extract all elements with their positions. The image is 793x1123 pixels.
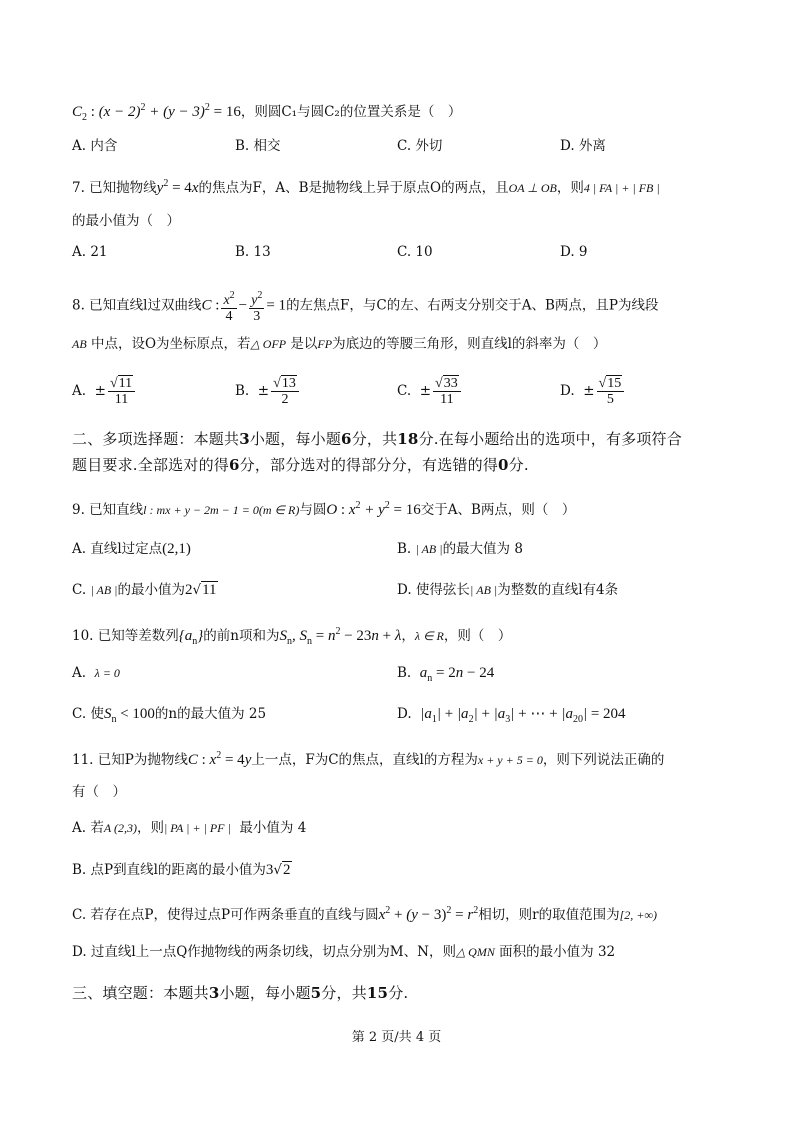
q6-option-c: C. 外切: [397, 138, 443, 154]
q9-option-b: B. | AB |的最大值为 8: [397, 541, 523, 557]
q11-option-a: A. 若A (2,3)，则| PA | + | PF | 最小值为 4: [72, 820, 307, 836]
q9-option-c: C. | AB |的最小值为2√11: [72, 582, 217, 598]
q8-stem-line2: AB 中点，设O为坐标原点，若△ OFP 是以FP为底边的等腰三角形，则直线l的斜率为（ ）: [72, 336, 607, 352]
q7-option-a: A. 21: [72, 244, 108, 260]
section-3-heading: 三、填空题：本题共3小题，每小题5分，共15分.: [72, 984, 409, 1002]
q10-stem: 10. 已知等差数列$\{a_n\}$的前n项和为$S_n$, $S_n = n^2 - 23n + \lambda$，λ ∈ R，则（ ）: [72, 626, 512, 647]
q6-option-d: D. 外离: [560, 138, 606, 154]
q11-option-b: B. 点P到直线l的距离的最小值为3√2: [72, 862, 291, 878]
q7-stem-line2: 的最小值为（ ）: [72, 213, 180, 229]
q9-stem: 9. 已知直线l : mx + y − 2m − 1 = 0(m ∈ R)与圆O : $x^2 + y^2 = 16$交于A、B两点，则（ ）: [72, 500, 576, 518]
q9-option-d: D. 使得弦长| AB |为整数的直线l有4条: [397, 582, 619, 598]
q10-option-d: D. $|a_1| + |a_2| + |a_3|$ + ⋯ + $|a_{20}| = 204$: [397, 706, 626, 725]
q10-option-b: B. $a_n = 2n - 24$: [397, 665, 495, 684]
q9-option-a: A. 直线l过定点(2,1): [72, 541, 191, 557]
q6-option-b: B. 相交: [235, 138, 281, 154]
section-2-heading: 二、多项选择题：本题共3小题，每小题6分，共18分.在每小题给出的选项中，有多项符合 题目要求.全部选对的得6分，部分选对的得部分分，有选错的得0分.: [72, 430, 682, 474]
q6-option-a: A. 内含: [72, 138, 118, 154]
q7-option-d: D. 9: [560, 244, 588, 260]
q7-option-c: C. 10: [397, 244, 433, 260]
q8-option-b: B. ± $\frac{√13}{2}$: [235, 372, 301, 410]
q8-option-c: C. ± $\frac{√33}{11}$: [397, 372, 463, 410]
q8-option-a: A. ± $\frac{√11}{11}$: [72, 372, 137, 410]
q11-stem-line2: 有（ ）: [72, 784, 126, 800]
q11-option-d: D. 过直线l上一点Q作抛物线的两条切线，切点分别为M、N，则△ QMN 面积的最小值为 32: [72, 944, 616, 960]
page-footer: 第 2 页/共 4 页: [351, 1030, 442, 1045]
q8-stem: 8. 已知直线l过双曲线C : $\frac{x^2}{4}$ − $\frac{y^2}{3}$ = 1的左焦点F，与C的左、右两支分别交于A、B两点，且P为线段: [72, 290, 659, 324]
q10-option-c: C. 使$S_n < 100$的n的最大值为 25: [72, 706, 267, 725]
q11-option-c: C. 若存在点P，使得过点P可作两条垂直的直线与圆$x^2 + (y - 3)^2 = r^2$相切，则r的取值范围为[2, +∞): [72, 905, 657, 923]
q6-stem: $C_2$ : $(x - 2)^2 + (y - 3)^2 = 16$，则圆C₁与圆C₂的位置关系是（ ）: [72, 102, 462, 123]
q10-option-a: A. λ = 0: [72, 665, 120, 681]
q7-option-b: B. 13: [235, 244, 271, 260]
q8-option-d: D. ± $\frac{√15}{5}$: [560, 372, 626, 410]
q11-stem: 11. 已知P为抛物线C : $x^2 = 4y$上一点，F为C的焦点，直线l的方程为x + y + 5 = 0，则下列说法正确的: [72, 750, 665, 768]
q7-stem: 7. 已知抛物线$y^2 = 4x$的焦点为F，A、B是抛物线上异于原点O的两点，且OA ⊥ OB，则4 | FA | + | FB |: [72, 178, 660, 196]
